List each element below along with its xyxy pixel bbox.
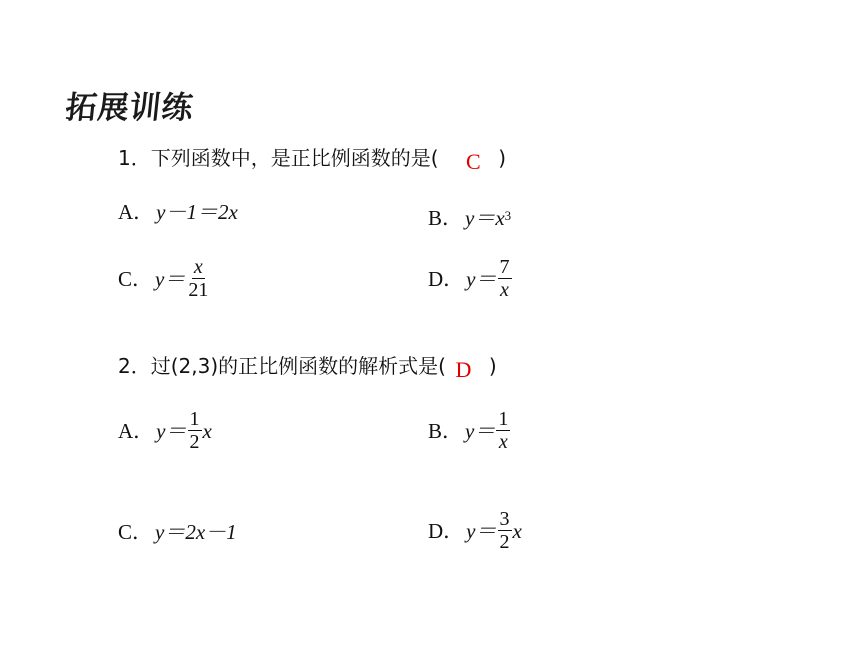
section-heading: 拓展训练: [63, 90, 196, 126]
q1-option-c-fraction: [186, 256, 210, 301]
q2-option-b: [428, 408, 511, 453]
q2-option-c: [118, 518, 237, 546]
q1-option-c-label: C．: [118, 266, 154, 291]
q1-option-b-label: B．: [428, 206, 464, 230]
fraction-numerator: x: [193, 256, 203, 278]
fraction-denominator: 21: [188, 279, 209, 301]
question-2-stem: 2．过(2,3)的正比例函数的解析式是(: [118, 354, 446, 378]
q2-option-a-lhs: y＝: [156, 418, 187, 443]
q1-option-c: [118, 256, 211, 301]
q1-option-a-formula: y－1＝2x: [156, 200, 238, 224]
q2-option-b-lhs: y＝: [465, 418, 496, 443]
fraction-numerator: 7: [499, 256, 510, 278]
fraction-denominator: 2: [189, 431, 200, 453]
q2-option-d: [428, 508, 522, 553]
fraction-denominator: 2: [499, 531, 510, 553]
q2-option-d-label: D．: [428, 518, 465, 543]
q2-option-d-fraction: [498, 508, 512, 553]
q2-option-a-label: A．: [118, 418, 155, 443]
q1-option-d-label: D．: [428, 266, 465, 291]
question-1: [118, 144, 506, 172]
question-2: [118, 352, 497, 380]
q2-option-a-rhs: x: [202, 418, 212, 443]
question-1-close: ): [498, 146, 507, 170]
q1-option-a: [118, 198, 238, 226]
q1-option-d-lhs: y＝: [466, 266, 497, 291]
q1-option-b-formula: y＝x: [465, 206, 505, 230]
q2-option-c-label: C．: [118, 520, 154, 544]
q1-option-d-fraction: [498, 256, 512, 301]
q2-option-b-label: B．: [428, 418, 464, 443]
fraction-denominator: x: [498, 431, 508, 453]
q1-option-b-exponent: 3: [504, 208, 512, 223]
q1-option-b: [428, 204, 511, 232]
question-1-answer: C: [466, 149, 481, 174]
question-1-stem: 1．下列函数中，是正比例函数的是(: [118, 146, 439, 170]
fraction-numerator: 1: [189, 408, 200, 430]
q1-option-a-label: A．: [118, 200, 155, 224]
q2-option-d-lhs: y＝: [466, 518, 497, 543]
q2-option-b-fraction: [496, 408, 510, 453]
question-2-close: ): [488, 354, 497, 378]
q1-option-d: [428, 256, 513, 301]
fraction-numerator: 3: [499, 508, 510, 530]
fraction-numerator: 1: [498, 408, 509, 430]
q2-option-a: [118, 408, 212, 453]
fraction-denominator: x: [500, 279, 509, 301]
question-2-answer: D: [455, 357, 472, 382]
q1-option-c-lhs: y＝: [155, 266, 186, 291]
q2-option-d-rhs: x: [512, 518, 522, 543]
q2-option-c-formula: y＝2x－1: [155, 520, 237, 544]
q2-option-a-fraction: [188, 408, 202, 453]
